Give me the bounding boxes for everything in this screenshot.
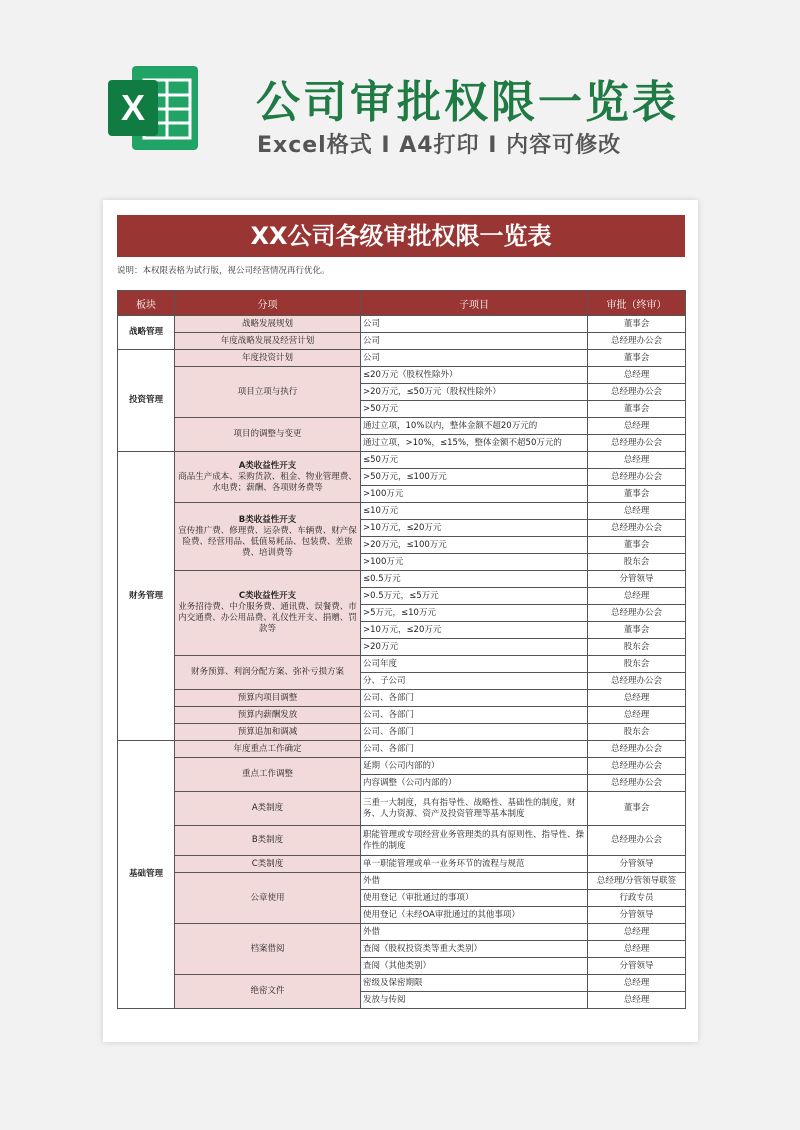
item-cell: 年度重点工作确定 xyxy=(175,741,361,758)
subitem-cell: ≤10万元 xyxy=(361,503,588,520)
table-row xyxy=(118,367,686,384)
approver-cell: 总经理办公会 xyxy=(588,605,686,622)
column-header: 板块 xyxy=(118,291,175,316)
approver-cell: 总经理办公会 xyxy=(588,826,686,856)
column-header: 审批（终审） xyxy=(588,291,686,316)
approver-cell: 分管领导 xyxy=(588,856,686,873)
item-cell: 绝密文件 xyxy=(175,975,361,1009)
approver-cell: 分管领导 xyxy=(588,958,686,975)
document-note: 说明：本权限表格为试行版，视公司经营情况再行优化。 xyxy=(117,266,330,276)
item-cell: 战略发展规划 xyxy=(175,316,361,333)
subitem-cell: 公司年度 xyxy=(361,656,588,673)
table-row xyxy=(118,924,686,941)
item-cell: 项目的调整与变更 xyxy=(175,418,361,452)
table-row xyxy=(118,873,686,890)
subitem-cell: 通过立项，10%以内，整体金额不超20万元的 xyxy=(361,418,588,435)
approver-cell: 总经理办公会 xyxy=(588,435,686,452)
approver-cell: 股东会 xyxy=(588,554,686,571)
block-cell: 基础管理 xyxy=(118,741,175,1009)
document-title: XX公司各级审批权限一览表 xyxy=(117,215,685,257)
subitem-cell: 三重一大制度，具有指导性、战略性、基础性的制度，财务、人力资源、资产及投资管理等基本制度 xyxy=(361,792,588,826)
subitem-cell: >20万元 xyxy=(361,639,588,656)
column-header: 分项 xyxy=(175,291,361,316)
subitem-cell: 公司 xyxy=(361,316,588,333)
subitem-cell: 查阅（其他类别） xyxy=(361,958,588,975)
approver-cell: 总经理 xyxy=(588,992,686,1009)
table-row xyxy=(118,792,686,826)
item-cell: C类制度 xyxy=(175,856,361,873)
subitem-cell: 密级及保密期限 xyxy=(361,975,588,992)
approver-cell: 分管领导 xyxy=(588,571,686,588)
approver-cell: 董事会 xyxy=(588,622,686,639)
subitem-cell: 外借 xyxy=(361,924,588,941)
approver-cell: 股东会 xyxy=(588,656,686,673)
item-cell: 项目立项与执行 xyxy=(175,367,361,418)
item-cell: 档案借阅 xyxy=(175,924,361,975)
table-row xyxy=(118,690,686,707)
banner-subtitle: Excel格式 I A4打印 I 内容可修改 xyxy=(257,133,622,158)
approver-cell: 总经理办公会 xyxy=(588,333,686,350)
subitem-cell: >50万元 xyxy=(361,401,588,418)
approver-cell: 总经理办公会 xyxy=(588,673,686,690)
item-cell: 年度战略发展及经营计划 xyxy=(175,333,361,350)
approver-cell: 总经理 xyxy=(588,588,686,605)
subitem-cell: 查阅（股权投资类等重大类别） xyxy=(361,941,588,958)
table-row xyxy=(118,707,686,724)
subitem-cell: 通过立项，>10%，≤15%，整体金额不超50万元的 xyxy=(361,435,588,452)
approver-cell: 总经理办公会 xyxy=(588,775,686,792)
approver-cell: 总经理办公会 xyxy=(588,469,686,486)
subitem-cell: ≤20万元（股权性除外） xyxy=(361,367,588,384)
subitem-cell: 分、子公司 xyxy=(361,673,588,690)
approver-cell: 总经理 xyxy=(588,367,686,384)
item-cell: 公章使用 xyxy=(175,873,361,924)
approval-table xyxy=(117,290,686,1009)
subitem-cell: 公司、各部门 xyxy=(361,690,588,707)
subitem-cell: 公司 xyxy=(361,350,588,367)
subitem-cell: >10万元，≤20万元 xyxy=(361,520,588,537)
table-row xyxy=(118,452,686,469)
item-cell: 年度投资计划 xyxy=(175,350,361,367)
excel-logo-icon xyxy=(104,58,204,158)
approver-cell: 股东会 xyxy=(588,639,686,656)
block-cell: 投资管理 xyxy=(118,350,175,452)
approver-cell: 总经理办公会 xyxy=(588,384,686,401)
item-cell xyxy=(175,452,361,503)
subitem-cell: 公司、各部门 xyxy=(361,724,588,741)
item-cell: 重点工作调整 xyxy=(175,758,361,792)
approver-cell: 总经理 xyxy=(588,941,686,958)
subitem-cell: 外借 xyxy=(361,873,588,890)
approver-cell: 总经理 xyxy=(588,503,686,520)
table-row xyxy=(118,503,686,520)
approver-cell: 总经理办公会 xyxy=(588,520,686,537)
table-row xyxy=(118,418,686,435)
subitem-cell: 单一职能管理或单一业务环节的流程与规范 xyxy=(361,856,588,873)
approver-cell: 股东会 xyxy=(588,724,686,741)
approver-cell: 总经理/分管领导联签 xyxy=(588,873,686,890)
subitem-cell: 延期（公司内部的） xyxy=(361,758,588,775)
item-cell xyxy=(175,503,361,571)
table-row xyxy=(118,826,686,856)
approver-cell: 分管领导 xyxy=(588,907,686,924)
item-title: A类收益性开支 xyxy=(238,460,297,471)
subitem-cell: >10万元，≤20万元 xyxy=(361,622,588,639)
subitem-cell: 公司、各部门 xyxy=(361,707,588,724)
block-cell: 财务管理 xyxy=(118,452,175,741)
approver-cell: 总经理 xyxy=(588,418,686,435)
block-cell: 战略管理 xyxy=(118,316,175,350)
table-header-row xyxy=(118,291,686,316)
table-row xyxy=(118,856,686,873)
table-row xyxy=(118,975,686,992)
subitem-cell: 内容调整（公司内部的） xyxy=(361,775,588,792)
subitem-cell: 使用登记（未经OA审批通过的其他事项） xyxy=(361,907,588,924)
item-cell: B类制度 xyxy=(175,826,361,856)
subitem-cell: >20万元，≤100万元 xyxy=(361,537,588,554)
table-row xyxy=(118,741,686,758)
item-description: 商品生产成本、采购货款、租金、物业管理费、水电费；薪酬、各项财务费等 xyxy=(178,471,357,493)
approver-cell: 总经理 xyxy=(588,924,686,941)
subitem-cell: 使用登记（审批通过的事项） xyxy=(361,890,588,907)
approver-cell: 董事会 xyxy=(588,486,686,503)
subitem-cell: >5万元，≤10万元 xyxy=(361,605,588,622)
item-description: 宣传推广费、修理费、运杂费、车辆费、财产保险费、经营用品、低值易耗品、包装费、差旅费、培训费等 xyxy=(178,525,357,558)
subitem-cell: ≤50万元 xyxy=(361,452,588,469)
approver-cell: 董事会 xyxy=(588,401,686,418)
table-row xyxy=(118,656,686,673)
banner-title: 公司审批权限一览表 xyxy=(256,77,679,128)
document-page xyxy=(103,200,698,1042)
table-row xyxy=(118,571,686,588)
item-cell xyxy=(175,571,361,656)
item-cell: 预算追加和调减 xyxy=(175,724,361,741)
approver-cell: 总经理 xyxy=(588,975,686,992)
item-cell: 财务预算、利润分配方案、弥补亏损方案 xyxy=(175,656,361,690)
item-cell: 预算内薪酬发放 xyxy=(175,707,361,724)
subitem-cell: 公司、各部门 xyxy=(361,741,588,758)
logo-letter: X xyxy=(120,87,146,128)
item-cell: A类制度 xyxy=(175,792,361,826)
item-title: C类收益性开支 xyxy=(238,591,297,601)
subitem-cell: >50万元，≤100万元 xyxy=(361,469,588,486)
subitem-cell: 职能管理或专项经营业务管理类的具有原则性、指导性、操作性的制度 xyxy=(361,826,588,856)
approver-cell: 总经理办公会 xyxy=(588,741,686,758)
subitem-cell: ≤0.5万元 xyxy=(361,571,588,588)
item-cell: 预算内项目调整 xyxy=(175,690,361,707)
approver-cell: 董事会 xyxy=(588,792,686,826)
table-row xyxy=(118,350,686,367)
subitem-cell: 发放与传阅 xyxy=(361,992,588,1009)
approver-cell: 总经理 xyxy=(588,690,686,707)
approver-cell: 董事会 xyxy=(588,350,686,367)
approver-cell: 总经理 xyxy=(588,452,686,469)
approver-cell: 行政专员 xyxy=(588,890,686,907)
approver-cell: 董事会 xyxy=(588,537,686,554)
subitem-cell: >20万元，≤50万元（股权性除外） xyxy=(361,384,588,401)
approver-cell: 总经理办公会 xyxy=(588,758,686,775)
subitem-cell: >100万元 xyxy=(361,554,588,571)
table-row xyxy=(118,333,686,350)
item-title: B类收益性开支 xyxy=(238,514,297,525)
table-row xyxy=(118,724,686,741)
subitem-cell: 公司 xyxy=(361,333,588,350)
approver-cell: 总经理 xyxy=(588,707,686,724)
subitem-cell: >0.5万元，≤5万元 xyxy=(361,588,588,605)
column-header: 子项目 xyxy=(361,291,588,316)
table-row xyxy=(118,316,686,333)
approver-cell: 董事会 xyxy=(588,316,686,333)
item-description: 业务招待费、中介服务费、通讯费、误餐费、市内交通费、办公用品费、礼仪性开支、捐赠、罚款等 xyxy=(178,602,357,634)
table-row xyxy=(118,758,686,775)
subitem-cell: >100万元 xyxy=(361,486,588,503)
